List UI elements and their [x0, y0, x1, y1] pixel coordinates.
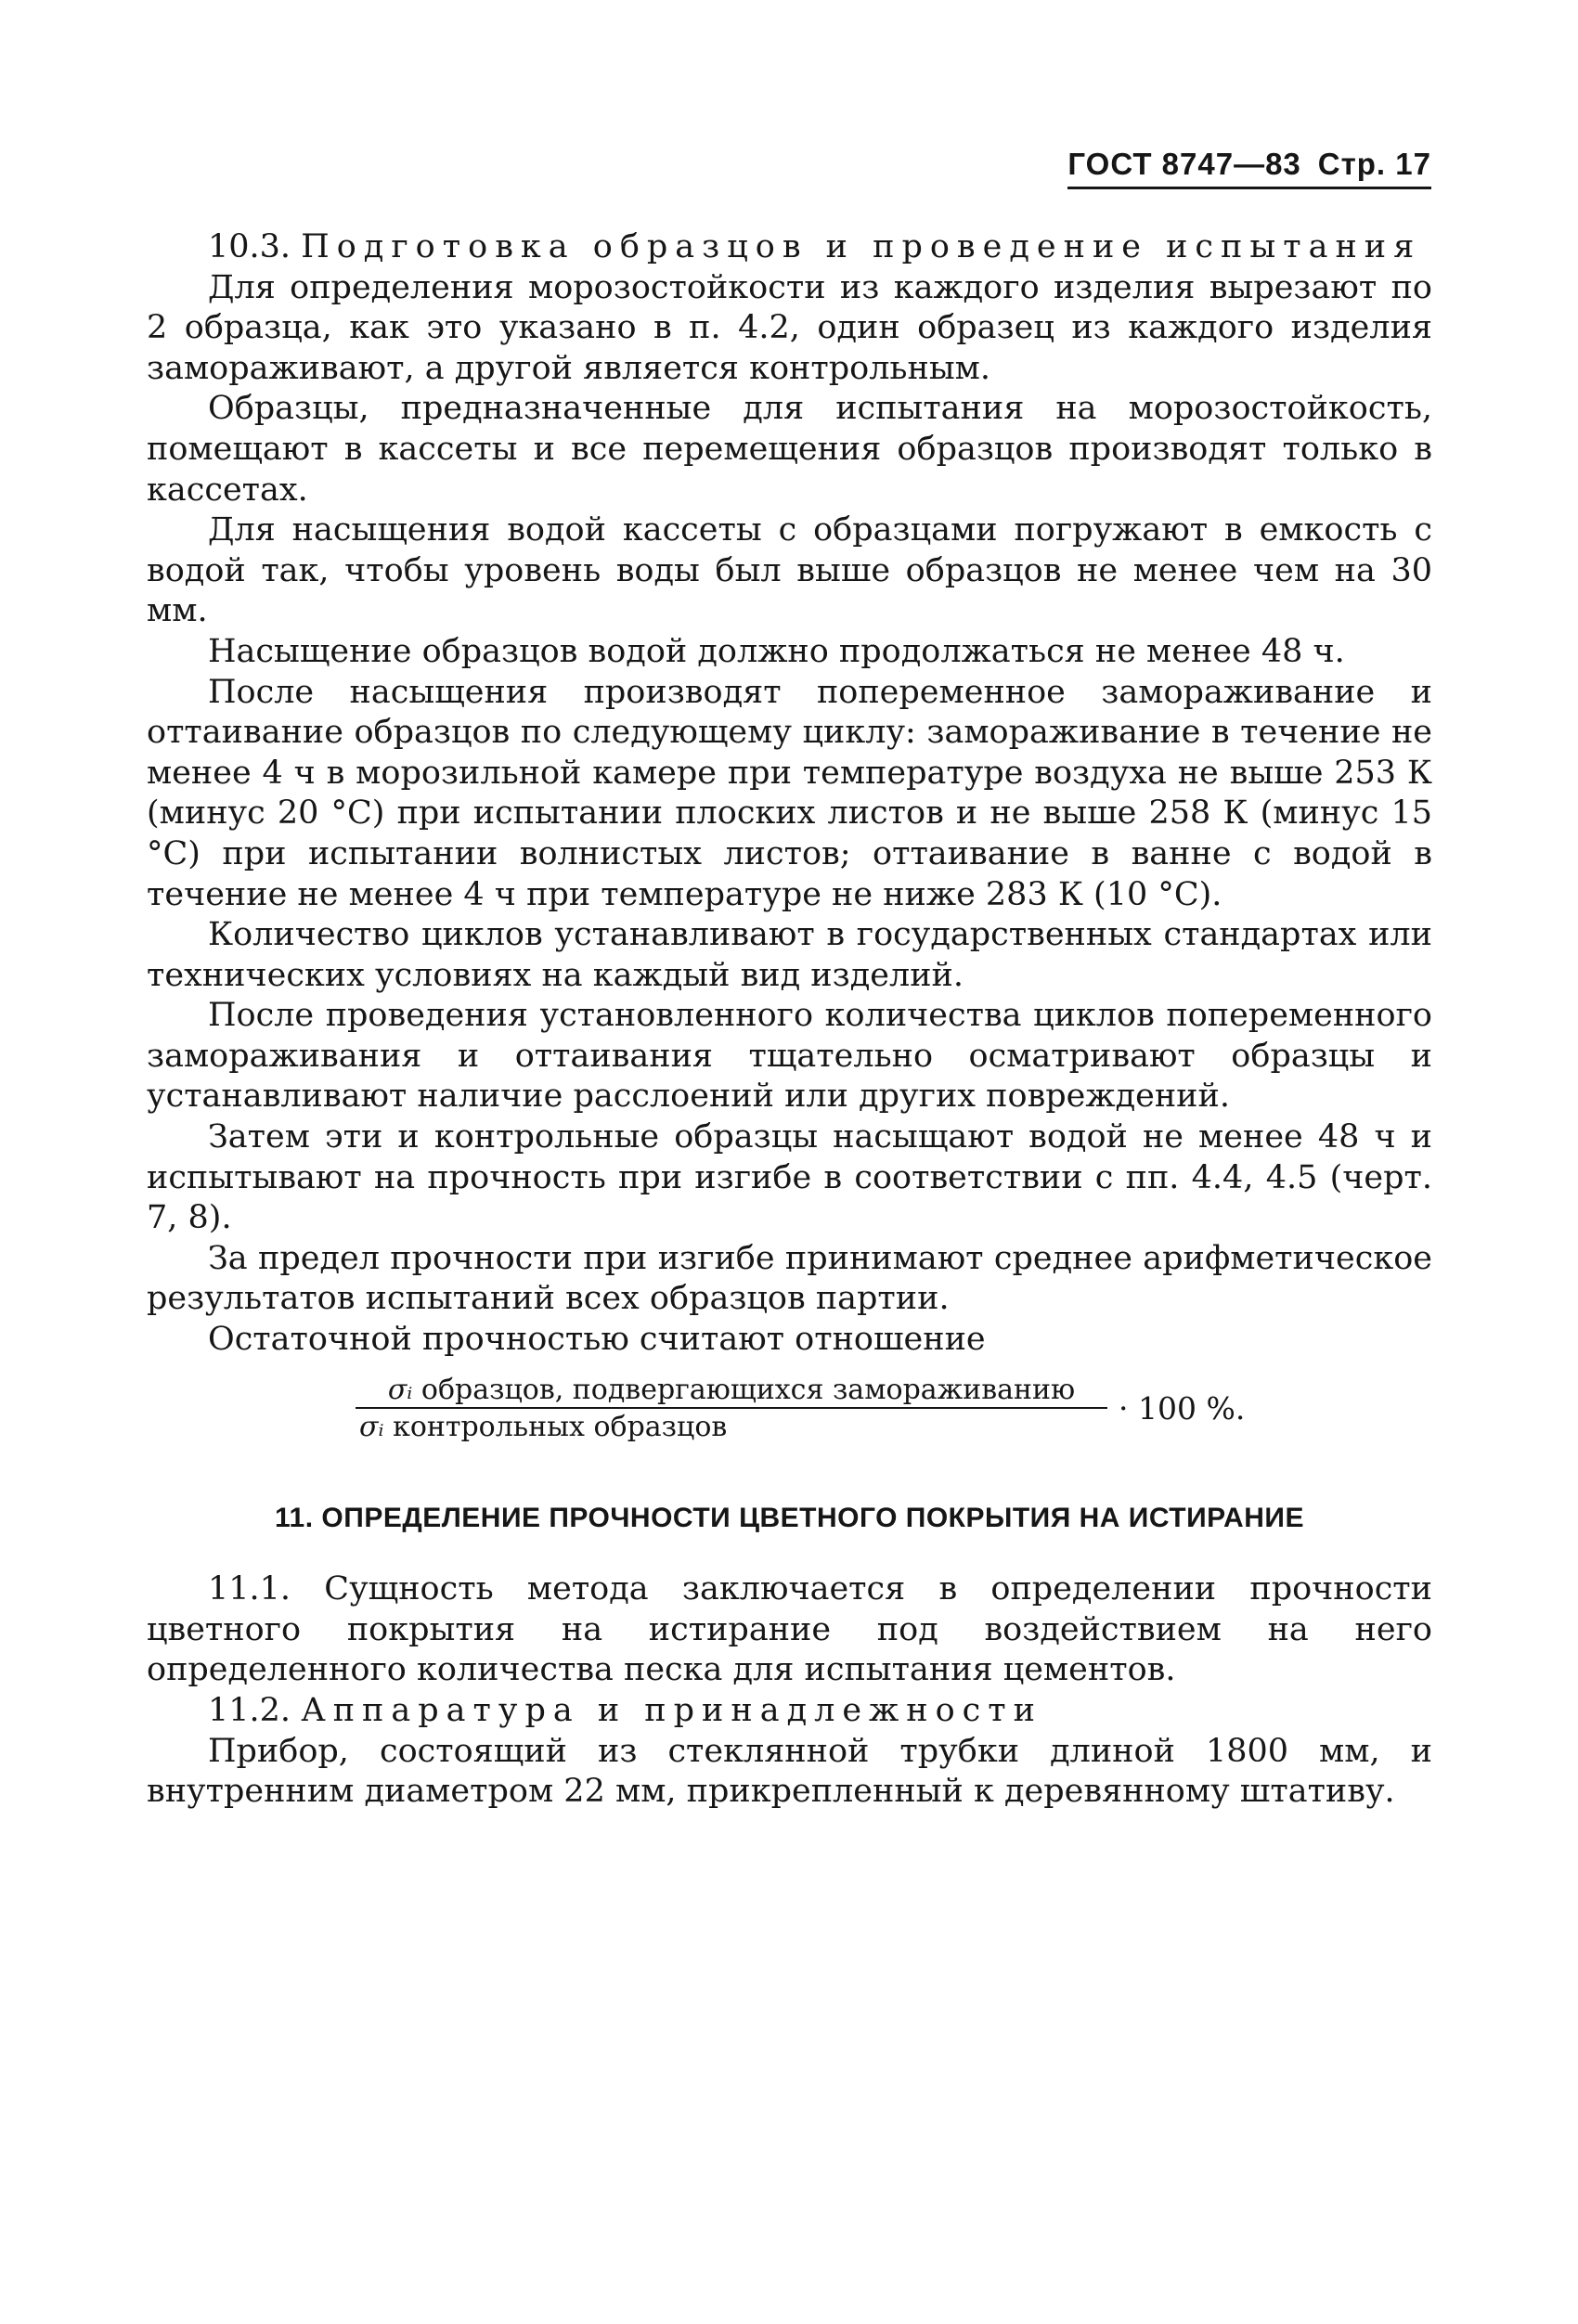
- fraction-numerator: [356, 1374, 1107, 1407]
- subsection-11-2-heading: [147, 1691, 1432, 1732]
- paragraph: Насыщение образцов водой должно продолжаться не менее 48 ч.: [208, 632, 1345, 670]
- fraction-denominator: [356, 1411, 1107, 1444]
- paragraph: После насыщения производят попеременное замораживание и оттаивание образцов по следующему циклу: замораживание в течение не менее 4 ч в морозильной камере при температуре воздуха не выше 253 К (минус 20 °С) при испытании плоских листов и не выше 258 К (минус 15 °С) при испытании волнистых листов; оттаивание в ванне с водой в течение не менее 4 ч при температуре не ниже 283 К (10 °С).: [147, 673, 1432, 913]
- standard-number: ГОСТ 8747—83: [1067, 147, 1301, 181]
- paragraph: Количество циклов устанавливают в государственных стандартах или технических условиях на каждый вид изделий.: [147, 916, 1432, 994]
- page-header: [1067, 147, 1431, 189]
- denominator-text: контрольных образцов: [393, 1410, 728, 1443]
- paragraph: Остаточной прочностью считают отношение: [208, 1321, 986, 1359]
- document-body: [147, 227, 1432, 1813]
- paragraph: Для насыщения водой кассеты с образцами погружают в емкость с водой так, чтобы уровень воды был выше образцов не менее чем на 30 мм.: [147, 511, 1432, 630]
- paragraph: Прибор, состоящий из стеклянной трубки длиной 1800 мм, и внутренним диаметром 22 мм, прикрепленный к деревянному штативу.: [147, 1732, 1432, 1811]
- subsection-title: Подготовка образцов и проведение испытания: [301, 228, 1422, 265]
- page-label: Стр.: [1317, 147, 1387, 181]
- paragraph: Образцы, предназначенные для испытания на морозостойкость, помещают в кассеты и все перемещения образцов производят только в кассетах.: [147, 390, 1432, 509]
- subsection-number: 11.2.: [208, 1692, 291, 1729]
- paragraph: 11.1. Сущность метода заключается в определении прочности цветного покрытия на истирание под воздействием на него определенного количества песка для испытания цементов.: [147, 1570, 1432, 1689]
- sigma-symbol: σᵢ: [387, 1373, 413, 1406]
- page-number: 17: [1395, 147, 1431, 181]
- section-11-title: 11. ОПРЕДЕЛЕНИЕ ПРОЧНОСТИ ЦВЕТНОГО ПОКРЫТИЯ НА ИСТИРАНИЕ: [275, 1502, 1304, 1533]
- subsection-number: 10.3.: [208, 228, 291, 265]
- subsection-title: Аппаратура и принадлежности: [301, 1692, 1042, 1729]
- paragraph: Для определения морозостойкости из каждого изделия вырезают по 2 образца, как это указано в п. 4.2, один образец из каждого изделия замораживают, а другой является контрольным.: [147, 268, 1432, 387]
- sigma-symbol: σᵢ: [359, 1410, 384, 1443]
- formula-multiplier: · 100 %.: [1119, 1389, 1246, 1427]
- residual-strength-formula: [356, 1374, 1284, 1444]
- paragraph: За предел прочности при изгибе принимают среднее арифметическое результатов испытаний всех образцов партии.: [147, 1239, 1432, 1318]
- paragraph: Затем эти и контрольные образцы насыщают водой не менее 48 ч и испытывают на прочность при изгибе в соответствии с пп. 4.4, 4.5 (черт. 7, 8).: [147, 1118, 1432, 1237]
- fraction-bar: [356, 1407, 1107, 1409]
- paragraph: После проведения установленного количества циклов попеременного замораживания и оттаивания тщательно осматривают образцы и устанавливают наличие расслоений или других повреждений.: [147, 997, 1432, 1116]
- subsection-10-3-heading: [147, 227, 1432, 268]
- fraction: [356, 1374, 1107, 1444]
- numerator-text: образцов, подвергающихся замораживанию: [420, 1373, 1076, 1406]
